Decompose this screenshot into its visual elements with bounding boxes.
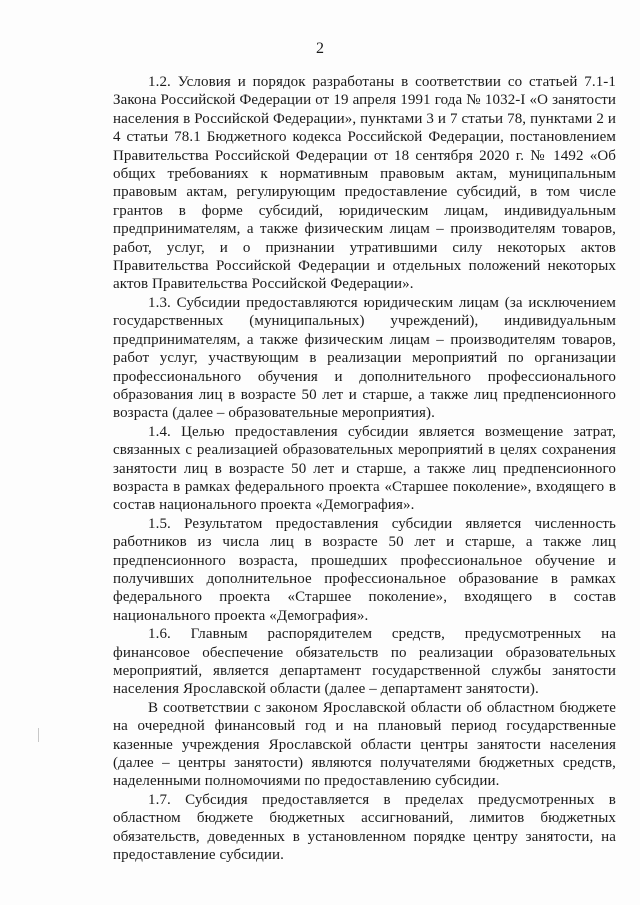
paragraph-1-4: 1.4. Целью предоставления субсидии является возмещение затрат, связанных с реализацией образовательных мероприятий в целях сохранения занятости лиц в возрасте 50 лет и старше, а также лиц предпенсионного возраста в рамках федерального проекта «Старшее поколение», входящего в состав национального проекта «Демография». [113, 423, 616, 514]
document-body [113, 73, 616, 864]
paragraph-1-6: 1.6. Главным распорядителем средств, предусмотренных на финансовое обеспечение обязательств по реализации образовательных мероприятий, является департамент государственной службы занятости населения Ярославской области (далее – департамент занятости). [113, 626, 616, 698]
paragraph-1-7: 1.7. Субсидия предоставляется в пределах предусмотренных в областном бюджете бюджетных ассигнований, лимитов бюджетных обязательств, доведенных в установленном порядке центру занятости, на предоставление субсидии. [113, 791, 616, 864]
paragraph-1-2: 1.2. Условия и порядок разработаны в соответствии со статьей 7.1-1 Закона Российской Федерации от 19 апреля 1991 года № 1032-I «О занятости населения в Российской Федерации», пунктами 3 и 7 статьи 78, пунктами 2 и 4 статьи 78.1 Бюджетного кодекса Российской Федерации, постановлением Правительства Российской Федерации от 18 сентября 2020 г. № 1492 «Об общих требованиях к нормативным правовым актам, муниципальным правовым актам, регулирующим предоставление субсидий, в том числе грантов в форме субсидий, юридическим лицам, индивидуальным предпринимателям, а также физическим лицам – производителям товаров, работ, услуг, и о признании утратившими силу некоторых актов Правительства Российской Федерации и отдельных положений некоторых актов Правительства Российской Федерации». [113, 74, 616, 293]
page-number: 2 [316, 40, 324, 57]
scan-margin-mark [38, 728, 39, 742]
paragraph-1-6-continued: В соответствии с законом Ярославской области об областном бюджете на очередной финансовый год и на плановый период государственные казенные учреждения Ярославской области центры занятости населения (далее – центры занятости) являются получателями бюджетных средств, наделенными полномочиями по предоставлению субсидии. [113, 699, 616, 790]
paragraph-1-3: 1.3. Субсидии предоставляются юридическим лицам (за исключением государственных (муниципальных) учреждений), индивидуальным предпринимателям, а также физическим лицам – производителям товаров, работ услуг, участвующим в реализации мероприятий по организации профессионального обучения и дополнительного профессионального образования лиц в возрасте 50 лет и старше, а также лиц предпенсионного возраста (далее – образовательные мероприятия). [113, 294, 616, 422]
paragraph-1-5: 1.5. Результатом предоставления субсидии является численность работников из числа лиц в возрасте 50 лет и старше, а также лиц предпенсионного возраста, прошедших профессиональное обучение и получивших дополнительное профессиональное образование в рамках федерального проекта «Старшее поколение», входящего в состав национального проекта «Демография». [113, 515, 616, 624]
